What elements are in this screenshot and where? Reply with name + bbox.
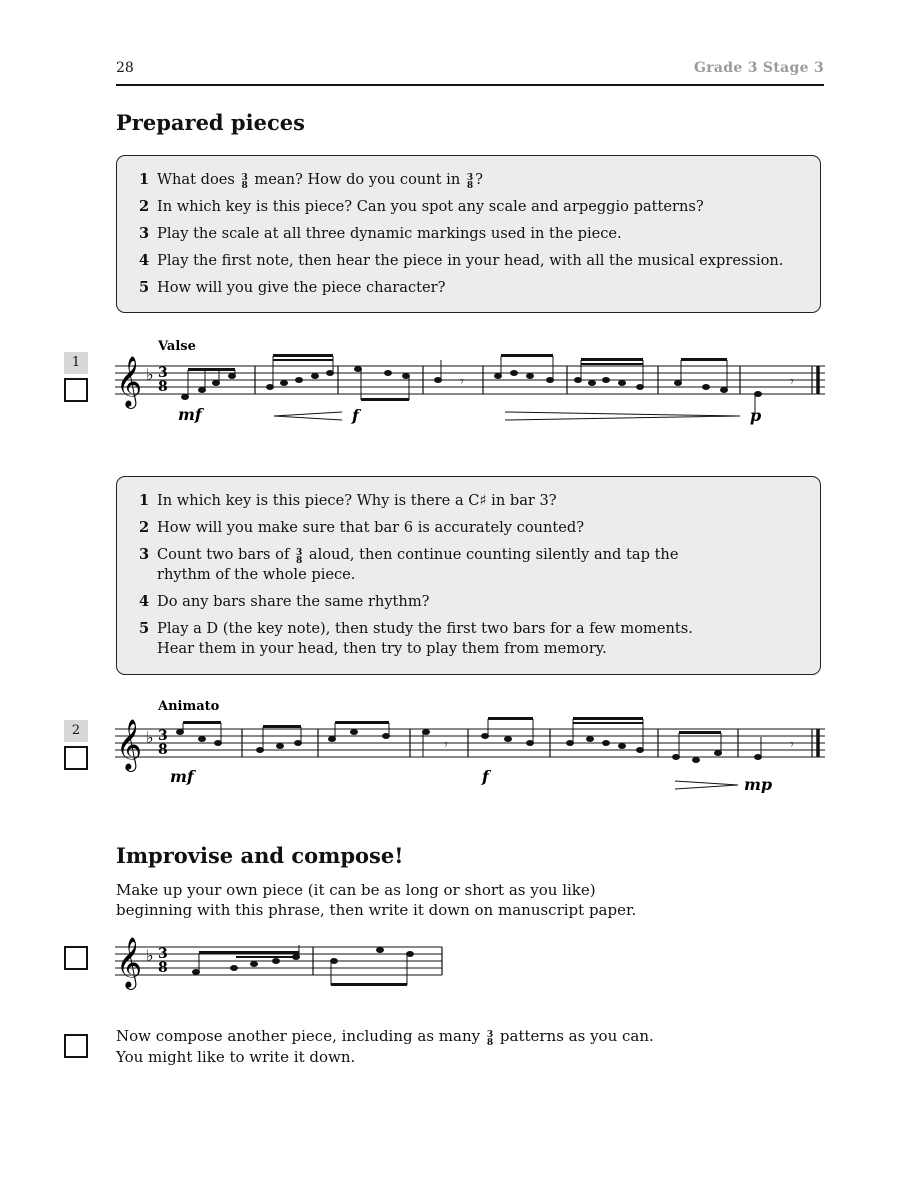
time-signature-inline: 3 8 xyxy=(486,1030,494,1048)
question-box-1 xyxy=(116,155,821,313)
header-rule xyxy=(116,84,824,86)
notes xyxy=(176,729,762,763)
music-staff-valse xyxy=(110,330,830,430)
dynamic-mf: mf xyxy=(170,767,194,786)
improvise-checkbox[interactable] xyxy=(64,946,88,970)
rest-icon: 𝄾 xyxy=(790,737,794,753)
flat-icon: ♭ xyxy=(146,728,154,747)
question-2-4: 4 Do any bars share the same rhythm? xyxy=(139,593,430,610)
stems xyxy=(183,719,761,757)
question-2-5: 5 Play a D (the key note), then study the first two bars for a few moments. Hear them in your head, then try to play them from memory. xyxy=(139,620,693,657)
rest-icon: 𝄾 xyxy=(790,374,794,390)
dynamic-mp: mp xyxy=(744,775,773,793)
diminuendo-hairpin xyxy=(505,412,740,420)
time-signature-inline: 3 8 xyxy=(241,173,248,191)
svg-text:8: 8 xyxy=(158,742,168,758)
treble-clef-icon: 𝄞 xyxy=(116,719,143,770)
music-staff-phrase xyxy=(110,925,450,995)
question-number: 1 xyxy=(139,171,150,188)
music-staff-animato xyxy=(110,693,830,793)
question-1-4: 4 Play the first note, then hear the piece in your head, with all the musical expression. xyxy=(139,252,784,269)
time-signature-inline: 3 8 xyxy=(466,173,474,191)
dynamic-f: f xyxy=(352,406,359,425)
improvise-paragraph: Make up your own piece (it can be as long or short as you like) beginning with this phrase, then write it down on manuscript paper. xyxy=(116,881,637,919)
tempo-marking: Valse xyxy=(158,339,196,354)
rest-icon: 𝄾 xyxy=(444,737,448,753)
dynamic-f: f xyxy=(482,767,489,786)
piece-number-badge: 2 xyxy=(64,720,88,742)
question-2-1: 1 In which key is this piece? Why is there a C♯ in bar 3? xyxy=(139,492,557,509)
running-head: Grade 3 Stage 3 xyxy=(693,60,824,76)
question-1-1: 1 What does 3 8 mean? How do you count in 3 8 ? xyxy=(139,171,483,191)
question-2-2: 2 How will you make sure that bar 6 is accurately counted? xyxy=(139,519,585,536)
practice-checkbox-1[interactable] xyxy=(64,378,88,402)
dynamic-p: p xyxy=(750,406,762,425)
practice-checkbox-2[interactable] xyxy=(64,746,88,770)
question-1-3: 3 Play the scale at all three dynamic markings used in the piece. xyxy=(139,225,622,242)
svg-text:3: 3 xyxy=(158,728,168,744)
question-box-2 xyxy=(116,476,821,675)
rest-icon: 𝄾 xyxy=(460,374,464,390)
compose-checkbox[interactable] xyxy=(64,1034,88,1058)
dynamic-mf: mf xyxy=(178,405,202,424)
treble-clef-icon: 𝄞 xyxy=(116,356,143,407)
treble-clef-icon: 𝄞 xyxy=(116,937,143,988)
beams xyxy=(183,717,721,734)
svg-text:3: 3 xyxy=(158,365,168,381)
question-1-5: 5 How will you give the piece character? xyxy=(139,279,446,296)
section-title-prepared: Prepared pieces xyxy=(116,110,305,135)
notes xyxy=(181,366,762,400)
svg-text:8: 8 xyxy=(158,960,168,976)
page-number: 28 xyxy=(116,60,134,76)
svg-text:3: 3 xyxy=(158,946,168,962)
flat-icon: ♭ xyxy=(146,946,154,965)
question-1-2: 2 In which key is this piece? Can you spot any scale and arpeggio patterns? xyxy=(139,198,704,215)
section-title-improvise: Improvise and compose! xyxy=(116,843,404,868)
question-2-3: 3 Count two bars of 3 8 aloud, then continue counting silently and tap the rhythm of the whole piece. xyxy=(139,546,679,583)
compose-paragraph: Now compose another piece, including as many 3 8 patterns as you can. You might like to write it down. xyxy=(116,1027,654,1066)
piece-number-badge: 1 xyxy=(64,352,88,374)
time-signature-inline: 3 8 xyxy=(296,548,303,566)
stems xyxy=(188,356,755,414)
crescendo-hairpin xyxy=(274,412,342,420)
tempo-marking: Animato xyxy=(158,699,220,714)
svg-text:8: 8 xyxy=(158,379,168,395)
diminuendo-hairpin xyxy=(675,781,738,789)
flat-icon: ♭ xyxy=(146,365,154,384)
